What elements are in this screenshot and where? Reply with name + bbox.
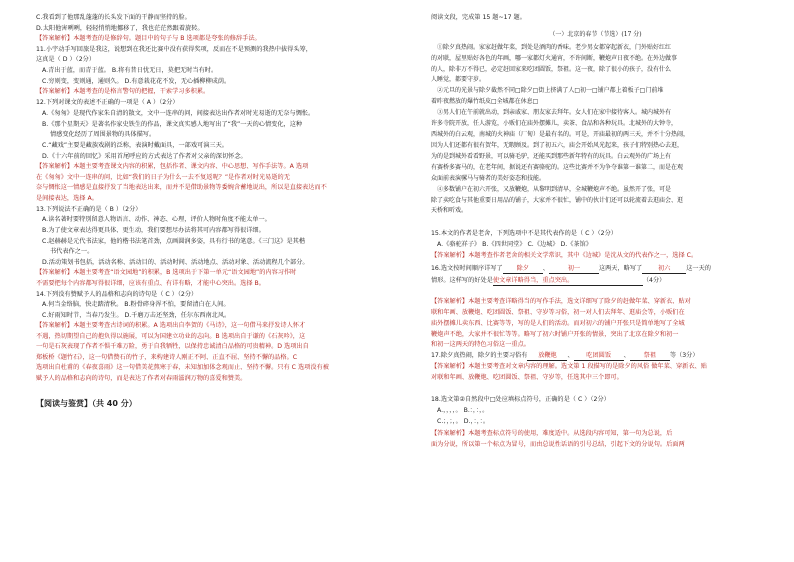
text-line: C.我看到了他那乱蓬蓬的长头发下面的干静而坚持的脸。 [36,14,191,21]
answer-line: 联和年画、放鞭炮、吃团圆饭、祭祖、守岁等习俗，初一对人们去拜年、逛庙会等，小贩们在 [431,309,685,316]
text-line: A.何当金络脑，快走踏清秋。 B.粉骨碎身浑不怕，要留清白在人间。 [42,301,230,308]
text-line: 18.选文第②自然段中□处应填标点符号，正确的是（ C ）（2分） [431,396,610,403]
text-line: 在《匆匆》文中一连串的问，比如“我们的日子为什么一去不复返呢？”是作者对时光易逝的无 [36,174,290,181]
text-line: 赋予人的品格和志向的诗句，而是表达了作者对春雨滋润万物的喜爱和赞美。 [36,375,247,382]
text-line: 【答案解析】本题考查作者老舍的相关文学常识，其中《边城》是沈从文的代表作之一，选择 C。 [431,252,698,259]
answer-line: 面为分说，所以第一个标点为冒号，而由总说性话语的引号总结，引起下文的分说句。后面两 [431,441,685,448]
passage-line: 为的是到城外看看野景，可以骑毛驴，还能买到那些新年特有的玩具。白云观外的广场上有 [431,153,672,160]
text-line: A.青出于蓝，而青于蓝。 B.将有昔日忧无日，莫把无时当有时。 [42,67,218,74]
passage-line: 人睡觉，都要守岁。 [431,76,486,83]
text-line: 14.下列没有赞赋予人的品格和志向的诗句是（ C ）（2分） [36,291,198,298]
text-line: 不遇，热切期望自己的抱负得以施展，可以为国建立功业的志向。B 选项出自于谦的《石灰吟》，这 [36,333,306,340]
passage-title: （一）北京的春节（节选）(17 分) [549,31,642,38]
passage-line: 西城外的白云观，南城的火神庙（厂甸）是最有名的。可是，开庙最初的两三天，并不十分热闹， [431,131,690,138]
text-line: 书代表作之一。 [50,248,94,255]
q17-sep-2: 、 [623,352,630,359]
text-line: C.；，；，。 D.，：，：。 [437,418,490,425]
answer-line: 【答案解析】本题主要考查对文章内容的理解。选文第 1 段描写的是除夕的风俗 做年菜、穿新衣、贴 [431,363,707,370]
answer-line: 对联和年画、放鞭炮、吃团圆饭、祭祖、守岁等，任选其中三个即可。 [431,374,623,381]
passage-line: ④多数铺户在初六开张，又放鞭炮，从黎明到清早，全城鞭炮声不绝。虽然开了张，可是 [437,186,672,193]
right-column [397,0,794,562]
text-line: 11.小宇动手写回旅是我这，说想到在我还比赛中没有获得奖项，反而在不是预测的我热中拔得头筹， [36,46,312,53]
text-line: 奈与惆怅这一情感是直接抒发了当地表达出来，而并不是借助景物等委婉含蓄地说出，所以是直接表达而不 [36,184,327,191]
answer-line: 鞭炮声不绝，大家并不很忙等等。略写了初六时铺户开张的情景，突出了北京在除夕和初一 [431,331,679,338]
text-line: C.“藏戏”主要是藏族戏剧的泛称，表演时戴面具，一部戏可演三天。 [42,142,228,149]
text-line: 选项出自杜甫的《春夜喜雨》这一句借美花熬寒于春，未知加加体念观而止、坚持不懈。只有 C 选项没有被 [36,364,329,371]
passage-line: 除了卖吃食与其他重要日用品的铺子，大家并不很忙，铺中的伙计们还可以轮流着去逛庙会、逛 [431,197,684,204]
text-line: A.《骆驼祥子》 B.《四世同堂》 C.《边城》 D.《茶馆》 [437,241,592,248]
answer-line: 庙外摆摊儿卖东西、比赛等等，写的是人们的活动。而对初六的铺户开张只是简单地写了全城 [431,320,685,327]
text-line: 是间接表达，选择 A。 [36,195,98,202]
q16-suffix: 这一天的 [686,265,711,272]
text-line: A.读名著时要特别留意人物语言、动作、神态、心理，评价人物时角度不能太单一。 [42,216,271,223]
q16-line2-prefix: 情形。这样写的好处是 [431,277,493,284]
text-line: 一句是石灰表现了作者不惧千难万险，勇于自我牺牲，以保持忠诚清白品格的可贵精神。D 选项出自 [36,343,309,350]
text-line: C.穷则变，变则通，通则久。 D.有意栽花花不发，无心插柳柳成荫。 [42,78,231,85]
q16-prefix: 16.选文按时间顺序详写了 [431,265,503,272]
passage-line: 众面前表演骡马与骑者的美好姿态和技能。 [431,175,546,182]
q17-blank-2: 吃团圆饭 [586,352,612,359]
text-line: D.太阳他害咧咧，轻轻悄悄地挪移了，我也茫茫然跟着旋转。 [36,25,204,32]
text-line: 【答案解析】本题主要考查课文内容的积累，包括作者、课文内容、中心思想、写作手法等。A 选项 [36,163,309,170]
passage-line: 天桥和听戏。 [431,207,468,214]
answer-line: 【答案解析】本题主要考查详略得当的写作手法，选文详细写了除夕的赶做年菜、穿新衣、贴对 [431,298,691,305]
answer-line: 和初一这两天的特色习俗这一重点。 [431,341,530,348]
text-line: 阅读文段，完成第 15 题~17 题。 [431,14,526,21]
text-line: D.活动策划书包括，活动名称、活动目的、活动时间、活动地点、活动对象、活动流程几个部分。 [42,259,309,266]
section-heading-reading: 【阅读与鉴赏】（共 40 分） [36,399,137,408]
q16-line2-suffix: （4分） [642,277,666,284]
text-line: B.《那个星期天》是著名作家史铁生的作品，课文真实感人地写出了“我”一天的心情变化，这种 [42,121,303,128]
text-line: 【答案解析】本题考查的是格言警句的把握，干索学习多积累。 [36,88,210,95]
passage-line: 的对联，屋里贴好各色的年画，哪一家都灯火通宵，不许间断，鞭炮声日夜不绝。在外边做事 [431,55,678,62]
passage-line: ①除夕真热闹。家家赶做年菜，到处是酒肉的香味。老少男女都穿起新衣，门外贴好红红 [437,44,672,51]
q17-suffix: 等（3分） [669,352,699,359]
q17-blank-3: 祭祖 [643,352,657,359]
q17-blank-1: 放鞭炮 [538,352,557,359]
q16-blank-4: 使文章详略得当，重点突出。 [492,277,574,284]
text-line: 【答案解析】本题主要考查“语文园地”的积累，B 选项出于下第一单元“语文园地”的内容习作时 [36,269,297,276]
passage-line: 因为人们还都有很有贺年，无暇顾及。到了初五六，庙会开始风光起来，孩子们特别热心去逛， [431,142,684,149]
question-16-line-1 [431,265,711,274]
text-line: 15.本文的作者是老舍，下列选项中不是其代表作的是（ C ）（2分） [431,230,617,237]
text-line: 情感变化经历了周围景物的具体描写。 [50,131,156,138]
text-line: C.赵赫赫是元代书法家，他的楷书法笔首劲，点画圆润多姿，具有行书的笔意。《三门这》是其楷 [42,238,306,245]
q16-blank-2: 初一 [567,265,581,272]
answer-line: 【答案解析】本题考查标点符号的使用，难度适中。从选段内容可知，第一句为总说，后 [431,430,673,437]
q17-sep-1: 、 [567,352,574,359]
text-line: A.《匆匆》是现代作家朱自清的散文，文中一连串的问，间接表达出作者对时光易逝的无奈与惆怅。 [42,110,315,117]
q17-prefix: 17.除夕真热闹，除夕的主要习俗有 [431,352,528,359]
passage-line: 着昨夜燃放的爆竹纸皮□全城都在休息□ [431,98,539,105]
question-17 [431,352,699,361]
text-line: 13.下列说法不正确的是（ B ）（2分） [36,206,142,213]
text-line: 郑板桥《题竹石》，这一句借赞石的竹子，来构建诗人刚正不阿、正直不屈、坚持不懈的品格。C [36,354,298,361]
passage-line: ③男人们在午前就出动，到亲戚家、朋友家去拜年。女人们在家中接待客人。城内城外有 [437,109,672,116]
text-line: C.好雨知时节，当春乃发生。 D.千磨万击还坚劲，任尔东西南北风。 [42,312,231,319]
text-line: 不需要把每个内容都写得很详细，应该有重点、有详有略，才能中心突出。选择 B。 [36,280,265,287]
text-line: B.为了使文章表达得更具体、更生动，我们要想尽办法将其可内容都写得很详细。 [42,227,265,234]
text-line: 【答案解析】本题主要考查古诗词的积累。A 选项出自李贺的《马诗》，这一句借马来抒发诗人怀才 [36,322,306,329]
passage-line: 许多寺院开放，任人游览，小贩们在庙外摆摊儿，卖茶、食品和各种玩具。北城外的大钟寺， [431,120,678,127]
passage-line: ②元旦的光景与除夕截然不同□除夕□街上挤满了人□初一□铺户都上着板子□门前堆 [437,87,664,94]
q16-blank-1: 除夕 [516,265,529,272]
text-line: D.《十六年前的回忆》采用首尾呼应的方式表达了作者对父亲的深切怀念。 [42,153,247,160]
passage-line: 有赛桥多赛马的，在老年间，据说还有赛骆驼的。这些比赛并不为争夺谁第一谁第二，而是在观 [431,164,684,171]
question-16-line-2 [431,277,665,286]
passage-line: 的人，除非万不得已，必定赶回家来吃团圆饭，祭祖。这一夜，除了很小的孩子，没有什么 [431,66,672,73]
text-line: 12.下列对课文的表述不正确的一项是（ A ）（2分） [36,99,179,106]
q16-mid: 这两天，略写了 [598,265,643,272]
text-line: 【答案解析】本题考查的是修辞句。题目中的句子与 B 选项都是夸张的修辞手法。 [36,35,261,42]
text-line: A.，，，，。 B.：，：，。 [437,407,489,414]
q16-blank-3: 初六 [658,265,671,272]
text-line: 这真是（ D ）（2分） [36,56,96,63]
q16-sep: 、 [542,265,549,272]
